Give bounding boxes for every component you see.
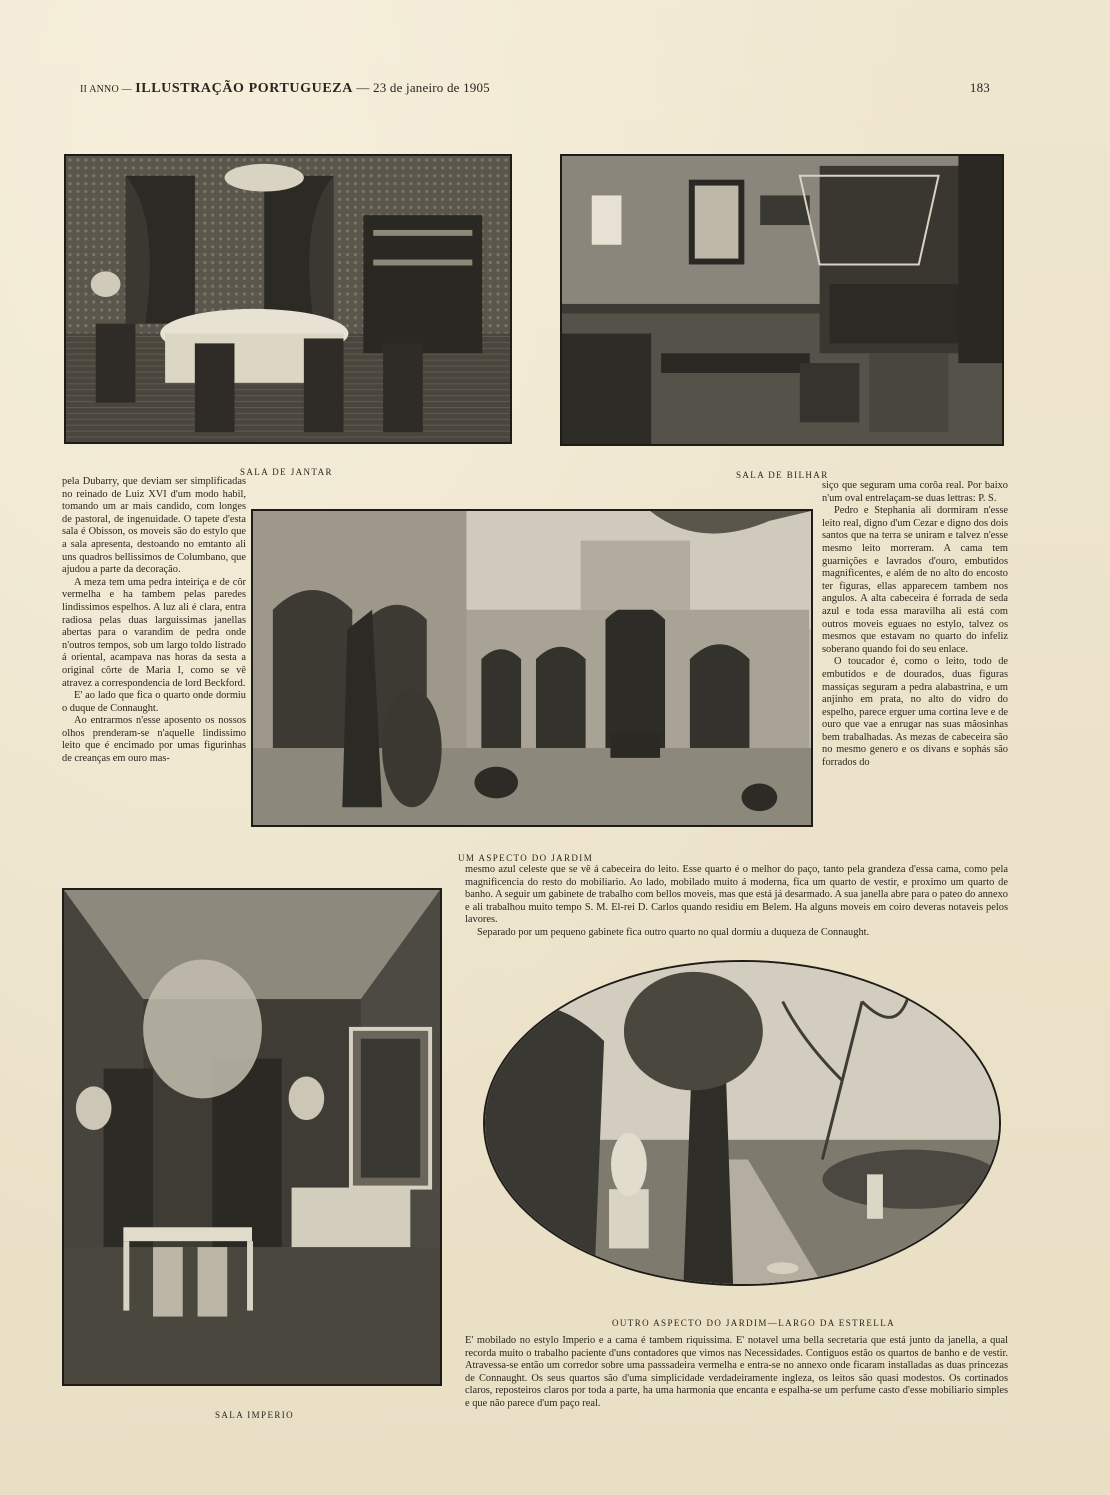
publication-title: ILLUSTRAÇÃO PORTUGUEZA: [135, 81, 353, 96]
paragraph: A meza tem uma pedra inteiriça e de côr vermelha e ha tambem pelas paredes lindissimos espelhos. A luz ali é clara, entra radiosa pelas duas larguissimas janellas abertas para o varandim de pedra onde n'outros tempos, sob um largo toldo listrado á oriental, acampava nas horas da sesta a original côrte de Maria I, como se vê atravez a correspondencia de lord Beckford.: [62, 576, 246, 689]
paragraph: E' ao lado que fica o quarto onde dormiu o duque de Connaught.: [62, 690, 246, 714]
paragraph: Pedro e Stephania ali dormiram n'esse leito real, digno d'um Cezar e digno dos dois santos que na terra se uniram e talvez n'esse mesmo leito morreram. A cama tem guarnições e lavrados d'ouro, embutidos magnificentes, e além de no alto do encosto ter figuras, ellas apparecem tambem nos angulos. A alta cabeceira é forrada de seda azul e toda essa maravilha ali está com outros moveis eguaes no estylo, talvez os mesmos que estavam no quarto do infeliz soberano quando foi do seu enlace.: [822, 505, 1008, 655]
caption-sala-jantar: SALA DE JANTAR: [240, 467, 333, 477]
dining-room-photo: [64, 154, 512, 444]
caption-largo-estrella: OUTRO ASPECTO DO JARDIM—LARGO DA ESTRELLA: [612, 1318, 895, 1328]
article-bottom-block: [465, 1335, 1008, 1411]
article-wide-block: [465, 864, 1008, 940]
caption-jardim: UM ASPECTO DO JARDIM: [458, 853, 594, 863]
page-number: 183: [969, 80, 990, 95]
article-right-column: [822, 480, 1008, 770]
paragraph: pela Dubarry, que deviam ser simplificadas no reinado de Luiz XVI d'um modo habil, tomando um ar mais candido, com longes de pastoral, de ingenuidade. O tapete d'esta sala é Obisson, os moveis são do estylo que a sala apresenta, destoando no emtanto ali uns quadros bellissimos de Columbano, que ajudou a parte da decoração.: [62, 476, 246, 576]
billiard-room-photo: [560, 154, 1004, 446]
paragraph: Separado por um pequeno gabinete fica outro quarto no qual dormiu a duqueza de Connaught.: [477, 926, 870, 938]
year-label: II ANNO —: [80, 84, 132, 95]
paragraph: siço que seguram uma corôa real. Por baixo n'um oval entrelaçam-se duas lettras: P. S.: [822, 480, 1008, 504]
caption-sala-imperio: SALA IMPERIO: [215, 1410, 295, 1420]
issue-date: — 23 de janeiro de 1905: [356, 80, 490, 95]
paragraph: O toucador é, como o leito, todo de embutidos e de dourados, duas figuras massiças seguram a pedra alabastrina, e um anjinho em prata, no alto do vidro do espelho, parece erguer uma cortina leve e de ouro que vae a enrugar nas suas mãosinhas bem trabalhadas. As mezas de cabeceira são no mesmo genero e os divans e sophás são forrados do: [822, 656, 1008, 769]
article-left-column: [62, 476, 246, 766]
garden-avenue-photo: [483, 960, 1001, 1286]
paragraph: Ao entrarmos n'esse aposento os nossos olhos prenderam-se n'aquelle lindissimo leito que é encimado por umas figurinhas de creanças em ouro mas-: [62, 715, 246, 765]
caption-sala-bilhar: SALA DE BILHAR: [736, 470, 829, 480]
page-header: [80, 80, 990, 100]
paragraph: E' mobilado no estylo Imperio e a cama é tambem riquissima. E' notavel uma bella secretaria que está junto da janella, a qual recorda muito o trabalho paciente d'uns contadores que vimos nas Necessidades. Contiguos estão os quartos de banho e de vestir. Atravessa-se então um corredor sobre uma passsadeira vermelha e entra-se no annexo onde ficaram installadas as duas princezas de Connaught. Os seus quartos são d'uma simplicidade verdadeiramente ingleza, os leitos são quasi modestos. Os cortinados claros, reposteiros claros por toda a parte, ha uma harmonia que encanta e espalha-se um perfume casto d'esse mobiliario simples e que não parece d'um paço real.: [465, 1335, 1008, 1409]
empire-room-photo: [62, 888, 442, 1386]
garden-pavilion-photo: [251, 509, 813, 827]
paragraph: mesmo azul celeste que se vê á cabeceira do leito. Esse quarto é o melhor do paço, tanto pela grandeza d'essa cama, como pela magnificencia do resto do mobiliario. Ao lado, mobilado muito á moderna, fica um quarto de vestir, e proximo um quarto de banho. A seguir um gabinete de trabalho com bellos moveis, mas que está já desarmado. A sua janella abre para o pateo do annexo e ali trabalhou muito tempo S. M. El-rei D. Carlos quando residiu em Belem. Ha alguns moveis em coiro deveras notaveis pelos lavores.: [465, 864, 1008, 926]
